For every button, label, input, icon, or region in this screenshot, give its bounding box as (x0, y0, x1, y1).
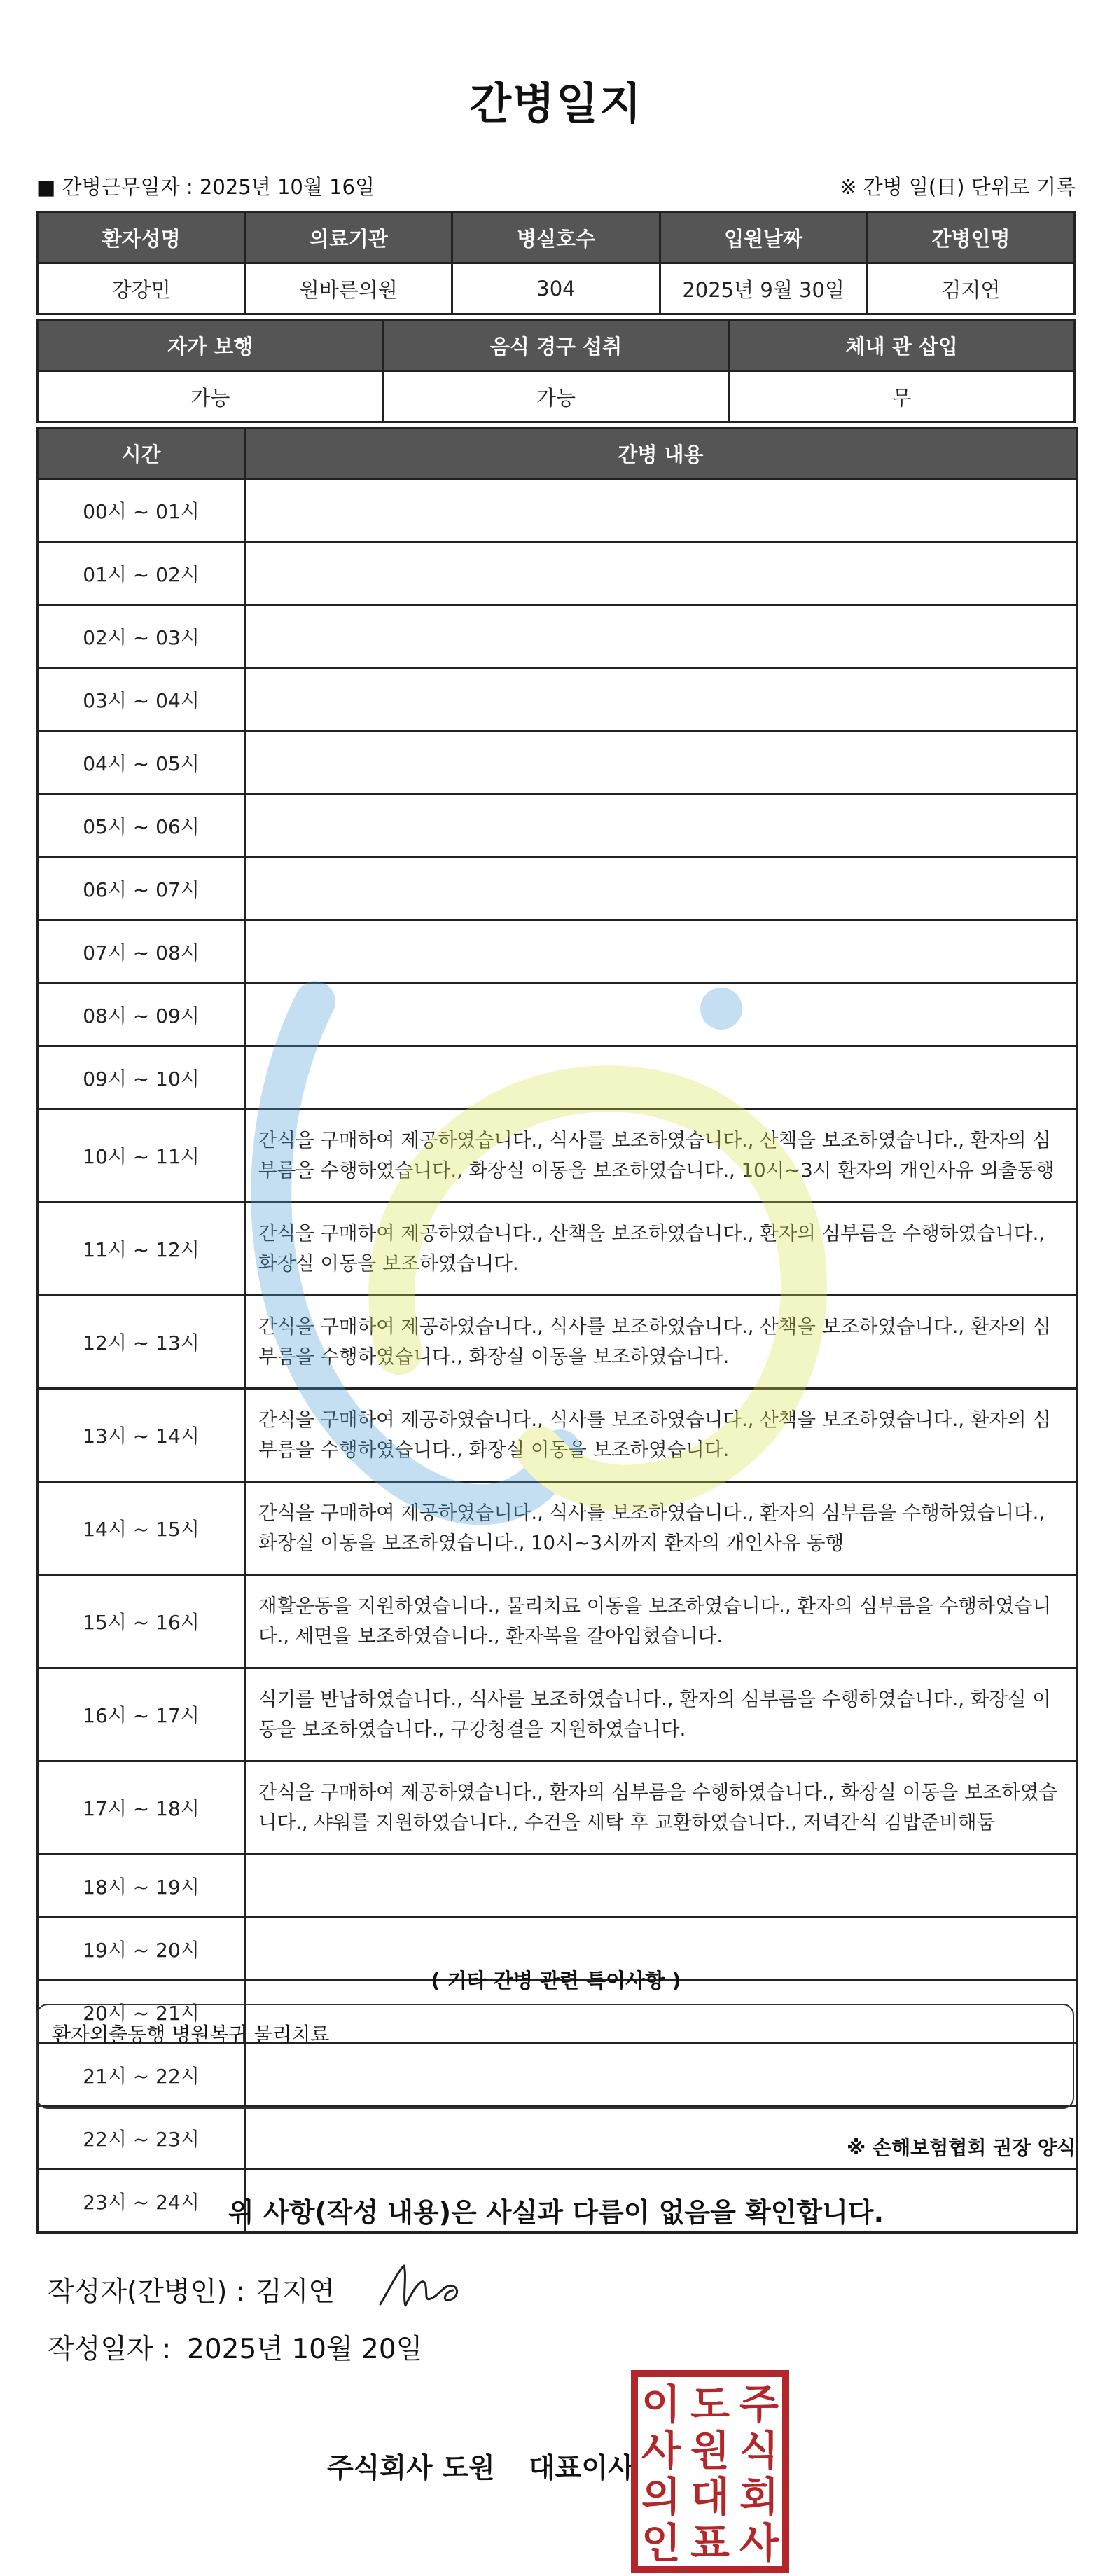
care-log-row (38, 1575, 1077, 1668)
care-log-time: 15시 ~ 16시 (38, 1575, 245, 1668)
document-title: 간병일지 (469, 78, 643, 129)
header-oral-intake: 음식 경구 섭취 (383, 320, 729, 371)
tube-insertion-value: 무 (729, 371, 1075, 422)
care-log-row (38, 1203, 1077, 1296)
remarks-text: 환자외출동행 병원복귀 물리치료 (52, 2023, 330, 2046)
care-log-time: 14시 ~ 15시 (38, 1482, 245, 1575)
care-log-time: 03시 ~ 04시 (38, 668, 245, 731)
work-date-label: ■ 간병근무일자 : (36, 175, 193, 199)
care-log-time: 06시 ~ 07시 (38, 857, 245, 920)
patient-status-table (36, 319, 1076, 423)
care-log-content (245, 479, 1077, 542)
header-time: 시간 (38, 428, 245, 479)
oral-intake-value: 가능 (383, 371, 729, 422)
care-log-content: 재활운동을 지원하였습니다., 물리치료 이동을 보조하였습니다., 환자의 심부름을 수행하였습니다., 세면을 보조하였습니다., 환자복을 갈아입혔습니다. (245, 1575, 1077, 1668)
care-log-time: 05시 ~ 06시 (38, 794, 245, 857)
care-log-time: 08시 ~ 09시 (38, 983, 245, 1046)
care-log-row (38, 605, 1077, 668)
care-log-content (245, 857, 1077, 920)
self-walking-value: 가능 (38, 371, 384, 422)
care-log-time: 07시 ~ 08시 (38, 920, 245, 983)
header-self-walking: 자가 보행 (38, 320, 384, 371)
care-log-row (38, 794, 1077, 857)
handwritten-signature (375, 2255, 473, 2318)
care-log-time: 01시 ~ 02시 (38, 542, 245, 605)
company-name: 주식회사 도원 (327, 2453, 495, 2484)
care-log-content (245, 1046, 1077, 1109)
care-log-time: 12시 ~ 13시 (38, 1296, 245, 1389)
care-log-time: 18시 ~ 19시 (38, 1855, 245, 1918)
author-name: 김지연 (256, 2276, 335, 2308)
header-care-content: 간병 내용 (245, 428, 1077, 479)
care-log-content: 간식을 구매하여 제공하였습니다., 식사를 보조하였습니다., 산책을 보조하였습니다., 환자의 심부름을 수행하였습니다., 화장실 이동을 보조하였습니다. (245, 1296, 1077, 1389)
care-log-content (245, 1855, 1077, 1918)
seal-character: 표 (690, 2519, 730, 2567)
seal-character: 인 (641, 2519, 681, 2567)
care-log-content (245, 731, 1077, 794)
care-log-row (38, 1668, 1077, 1761)
care-log-row (38, 1109, 1077, 1203)
seal-character: 사 (641, 2427, 681, 2474)
seal-character: 사 (739, 2519, 779, 2567)
written-date-value: 2025년 10월 20일 (187, 2334, 423, 2365)
header-patient-name: 환자성명 (38, 212, 245, 263)
seal-character: 대 (690, 2473, 730, 2521)
care-log-time: 10시 ~ 11시 (38, 1109, 245, 1203)
confirmation-statement: 위 사항(작성 내용)은 사실과 다름이 없음을 확인합니다. (228, 2197, 884, 2228)
room-number-value: 304 (452, 263, 660, 314)
care-log-row (38, 1482, 1077, 1575)
author-label: 작성자(간병인) : (48, 2276, 246, 2308)
care-log-row (38, 1296, 1077, 1389)
care-log-time: 19시 ~ 20시 (38, 1918, 245, 1981)
care-log-row (38, 1389, 1077, 1482)
seal-character: 의 (641, 2473, 681, 2521)
care-log-content: 식기를 반납하였습니다., 식사를 보조하였습니다., 환자의 심부름을 수행하였습니다., 화장실 이동을 보조하였습니다., 구강청결을 지원하였습니다. (245, 1668, 1077, 1761)
care-log-time: 23시 ~ 24시 (38, 2170, 245, 2233)
care-log-time: 09시 ~ 10시 (38, 1046, 245, 1109)
patient-status-value-row (38, 371, 1075, 422)
work-date-value: 2025년 10월 16일 (199, 175, 375, 199)
header-caregiver-name: 간병인명 (867, 212, 1074, 263)
care-log-content: 간식을 구매하여 제공하였습니다., 환자의 심부름을 수행하였습니다., 화장실 이동을 보조하였습니다., 샤워를 지원하였습니다., 수건을 세탁 후 교환하였습니다., 저녁간식 김밥준비해둠 (245, 1761, 1077, 1855)
company-seal (630, 2369, 790, 2574)
care-log-time: 21시 ~ 22시 (38, 2044, 245, 2107)
ceo-label: 대표이사 (529, 2453, 634, 2484)
seal-character: 주 (739, 2381, 779, 2428)
header-admission-date: 입원날짜 (660, 212, 867, 263)
care-log-row (38, 857, 1077, 920)
care-log-content (245, 605, 1077, 668)
patient-name-value: 강강민 (38, 263, 245, 314)
care-log-content: 간식을 구매하여 제공하였습니다., 식사를 보조하였습니다., 환자의 심부름을 수행하였습니다., 화장실 이동을 보조하였습니다., 10시~3시까지 환자의 개인사유 동행 (245, 1482, 1077, 1575)
care-log-content: 간식을 구매하여 제공하였습니다., 산책을 보조하였습니다., 환자의 심부름을 수행하였습니다., 화장실 이동을 보조하였습니다. (245, 1203, 1077, 1296)
care-log-row (38, 1761, 1077, 1855)
care-log-time: 17시 ~ 18시 (38, 1761, 245, 1855)
care-log-row (38, 1855, 1077, 1918)
care-log-content: 간식을 구매하여 제공하였습니다., 식사를 보조하였습니다., 산책을 보조하였습니다., 환자의 심부름을 수행하였습니다., 화장실 이동을 보조하였습니다. (245, 1389, 1077, 1482)
care-log-row (38, 983, 1077, 1046)
care-log-time: 13시 ~ 14시 (38, 1389, 245, 1482)
care-log-row (38, 920, 1077, 983)
caregiver-name-value: 김지연 (867, 263, 1074, 314)
care-log-time: 00시 ~ 01시 (38, 479, 245, 542)
unit-note: ※ 간병 일(日) 단위로 기록 (840, 175, 1076, 199)
patient-status-header-row (38, 320, 1075, 371)
care-log-table (36, 427, 1078, 2234)
work-date-line (36, 172, 375, 200)
care-log-time: 20시 ~ 21시 (38, 1981, 245, 2044)
patient-info-header-row (38, 212, 1075, 263)
seal-character: 도 (690, 2381, 730, 2428)
remarks-title: ( 기타 간병 관련 특이사항 ) (431, 1969, 681, 1993)
seal-character: 원 (690, 2427, 730, 2474)
patient-info-table (36, 211, 1076, 315)
admission-date-value: 2025년 9월 30일 (660, 263, 867, 314)
patient-info-value-row (38, 263, 1075, 314)
seal-character: 이 (641, 2381, 681, 2428)
care-log-content (245, 794, 1077, 857)
form-note: ※ 손해보험협회 권장 양식 (847, 2136, 1076, 2159)
care-log-time: 22시 ~ 23시 (38, 2107, 245, 2170)
care-log-row (38, 731, 1077, 794)
care-log-time: 16시 ~ 17시 (38, 1668, 245, 1761)
care-log-content (245, 668, 1077, 731)
care-log-content: 간식을 구매하여 제공하였습니다., 식사를 보조하였습니다., 산책을 보조하였습니다., 환자의 심부름을 수행하였습니다., 화장실 이동을 보조하였습니다., 10시~3시 환자의 개인사유 외출동행 (245, 1109, 1077, 1203)
care-log-time: 11시 ~ 12시 (38, 1203, 245, 1296)
care-log-content (245, 920, 1077, 983)
hospital-value: 원바른의원 (245, 263, 452, 314)
header-tube-insertion: 체내 관 삽입 (729, 320, 1075, 371)
seal-character: 식 (739, 2427, 779, 2474)
care-log-row (38, 542, 1077, 605)
care-log-row (38, 668, 1077, 731)
header-room-number: 병실호수 (452, 212, 660, 263)
care-log-row (38, 479, 1077, 542)
care-log-content (245, 983, 1077, 1046)
care-log-time: 02시 ~ 03시 (38, 605, 245, 668)
header-hospital: 의료기관 (245, 212, 452, 263)
written-date-label: 작성일자 : (48, 2334, 172, 2365)
remarks-box (36, 2004, 1074, 2109)
care-log-time: 04시 ~ 05시 (38, 731, 245, 794)
seal-character: 회 (739, 2473, 779, 2521)
care-log-header-row (38, 428, 1077, 479)
care-log-content (245, 542, 1077, 605)
care-log-row (38, 1046, 1077, 1109)
